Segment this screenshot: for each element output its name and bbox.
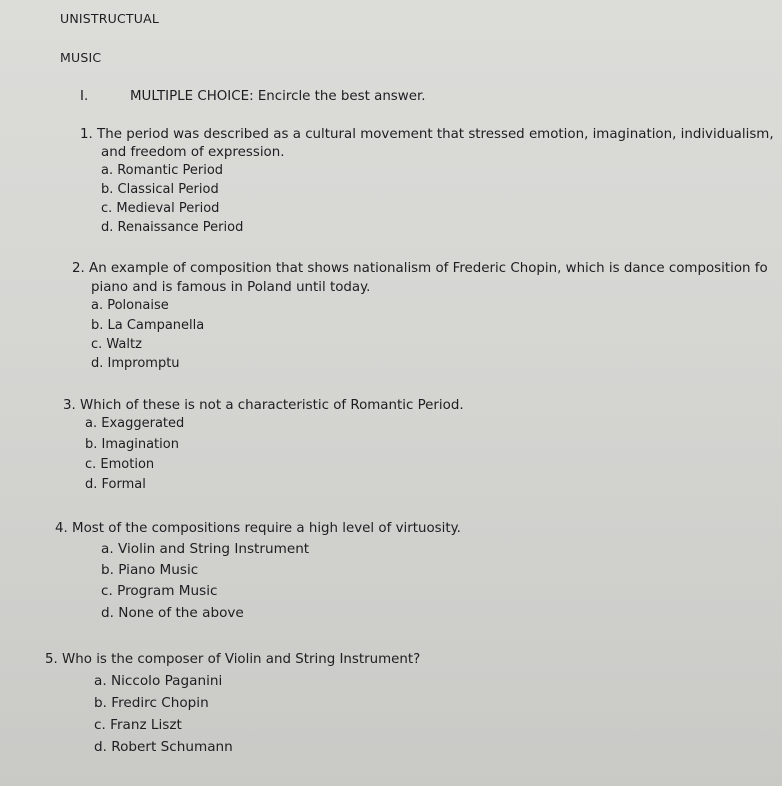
question-1-choice-c[interactable]: c. Medieval Period [101, 201, 220, 216]
question-2-choice-b[interactable]: b. La Campanella [91, 318, 205, 333]
question-4-text: 4. Most of the compositions require a high level of virtuosity. [55, 521, 461, 536]
question-5-text: 5. Who is the composer of Violin and String Instrument? [45, 652, 421, 667]
question-1-text: 1. The period was described as a cultural movement that stressed emotion, imagination, individualism, [80, 127, 774, 142]
question-4-choice-c[interactable]: c. Program Music [101, 583, 218, 599]
question-4-choice-d[interactable]: d. None of the above [101, 605, 244, 621]
question-3-choice-b[interactable]: b. Imagination [85, 437, 179, 452]
question-1-choice-a[interactable]: a. Romantic Period [101, 163, 224, 178]
question-3-text: 3. Which of these is not a characteristic of Romantic Period. [63, 398, 464, 413]
subject-title: MUSIC [60, 50, 102, 65]
question-3-choice-d[interactable]: d. Formal [85, 477, 146, 492]
question-4-choice-a[interactable]: a. Violin and String Instrument [101, 541, 310, 557]
question-5-choice-b[interactable]: b. Fredirc Chopin [94, 695, 209, 711]
question-3-choice-a[interactable]: a. Exaggerated [85, 416, 185, 431]
question-2-choice-c[interactable]: c. Waltz [91, 337, 142, 352]
question-1-choice-d[interactable]: d. Renaissance Period [101, 220, 244, 235]
question-2-text-cont: piano and is famous in Poland until today. [91, 280, 371, 295]
question-2-choice-d[interactable]: d. Impromptu [91, 356, 180, 371]
question-5-choice-a[interactable]: a. Niccolo Paganini [94, 673, 223, 689]
question-3-choice-c[interactable]: c. Emotion [85, 457, 155, 472]
question-2-text: 2. An example of composition that shows nationalism of Frederic Chopin, which is dance composition fo [72, 261, 768, 276]
question-1-text-cont: and freedom of expression. [101, 145, 285, 160]
question-4-choice-b[interactable]: b. Piano Music [101, 562, 199, 578]
section-numeral: I. [80, 89, 89, 104]
question-5-choice-c[interactable]: c. Franz Liszt [94, 717, 182, 733]
section-instruction: MULTIPLE CHOICE: Encircle the best answer. [130, 89, 426, 104]
question-2-choice-a[interactable]: a. Polonaise [91, 298, 169, 313]
question-1-choice-b[interactable]: b. Classical Period [101, 182, 219, 197]
question-5-choice-d[interactable]: d. Robert Schumann [94, 739, 233, 755]
school-name: UNISTRUCTUAL [60, 11, 160, 26]
